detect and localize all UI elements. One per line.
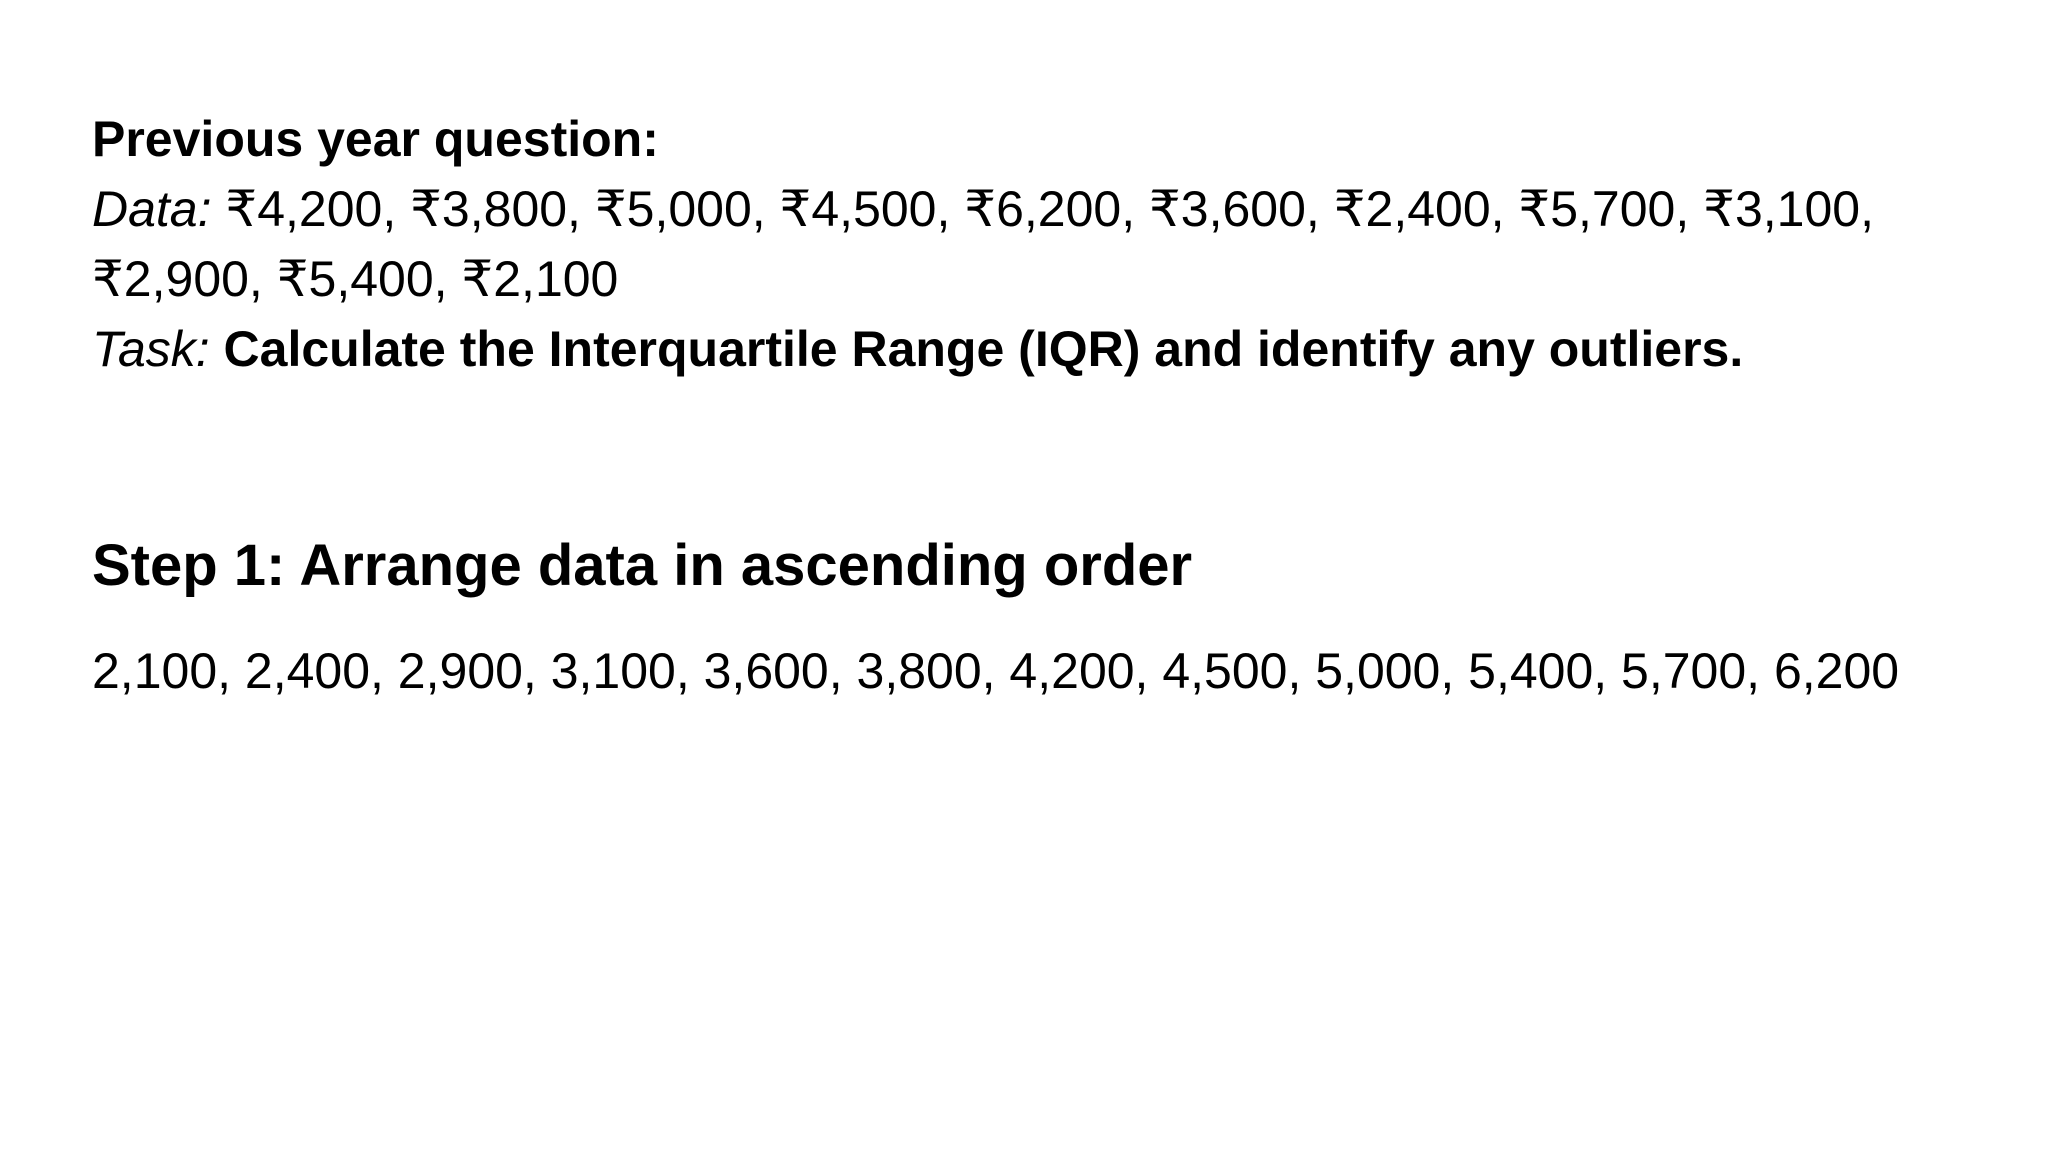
task-text: Calculate the Interquartile Range (IQR) and identify any outliers. (209, 321, 1744, 377)
data-line-1 (92, 174, 1972, 244)
step-1-title: Step 1: Arrange data in ascending order (92, 533, 1193, 598)
question-heading: Previous year question: (92, 111, 659, 167)
task-label: Task: (92, 321, 210, 377)
data-label: Data: (92, 181, 212, 237)
question-block (92, 104, 1972, 384)
sorted-data: 2,100, 2,400, 2,900, 3,100, 3,600, 3,800, 4,200, 4,500, 5,000, 5,400, 5,700, 6,200 (92, 643, 1900, 699)
data-values-1: ₹4,200, ₹3,800, ₹5,000, ₹4,500, ₹6,200, ₹3,600, ₹2,400, ₹5,700, ₹3,100, (211, 181, 1874, 237)
data-values-2: ₹2,900, ₹5,400, ₹2,100 (92, 251, 619, 307)
task-line (92, 314, 1972, 384)
